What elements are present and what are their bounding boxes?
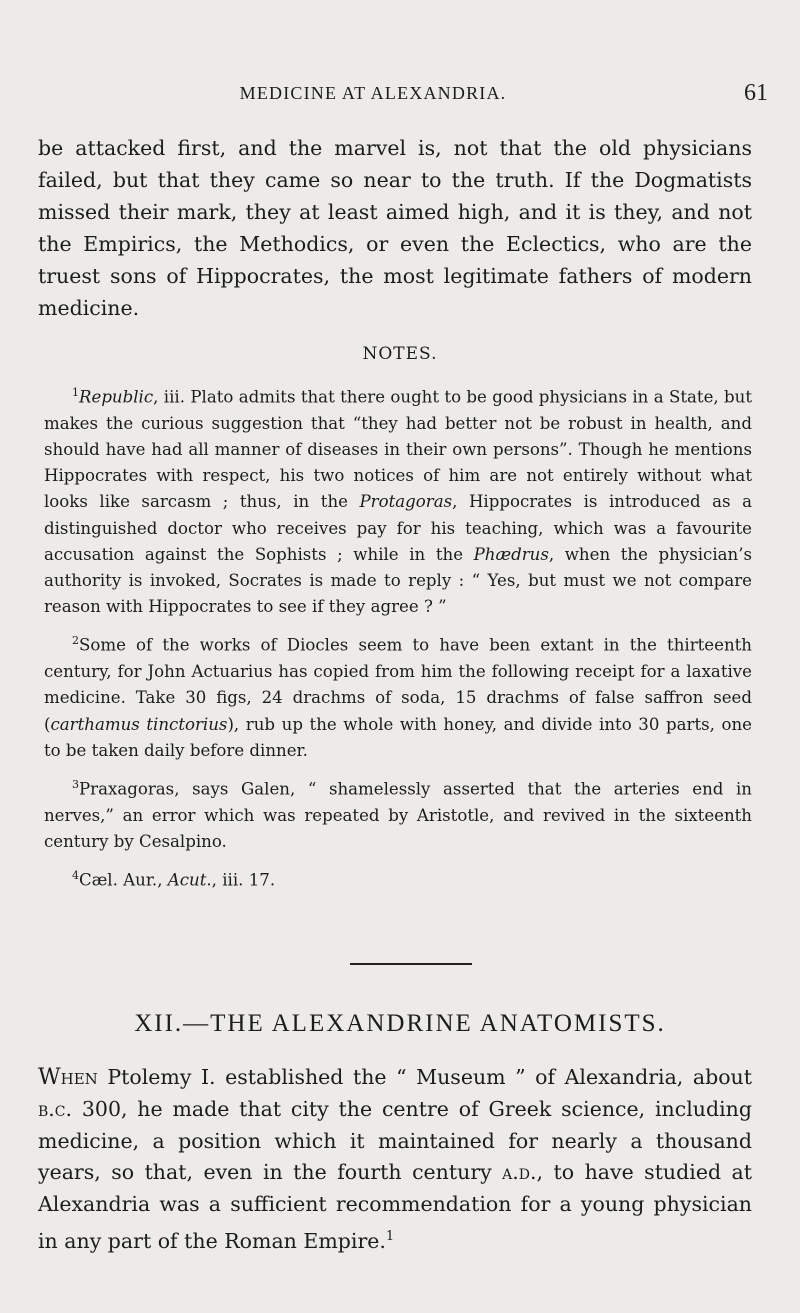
lead-word: When bbox=[38, 1065, 98, 1090]
note-text: Praxagoras, says Galen, “ shamelessly asserted that the arteries end in nerves,” an error which was repeated by Aristotle, and revived in the sixteenth century by Cesalpino. bbox=[44, 779, 752, 851]
chapter-opening-paragraph bbox=[38, 1062, 752, 1258]
paragraph-text: , to have studied at Alexandria was a sufficient recommendation for a young physician in any part of the Roman Empire. bbox=[38, 1160, 752, 1253]
note-marker: 3 bbox=[72, 777, 79, 791]
running-header bbox=[38, 80, 768, 110]
running-title: MEDICINE AT ALEXANDRIA. bbox=[239, 83, 507, 103]
note-2 bbox=[44, 628, 752, 764]
era-abbrev-ad: a.d. bbox=[502, 1160, 537, 1185]
paragraph-text: Ptolemy I. established the “ Museum ” of Alexandria, about bbox=[97, 1065, 752, 1089]
note-3 bbox=[44, 772, 752, 855]
note-text: , when the physician’s authority is invoked, Socrates is made to reply : “ Yes, but must we not compare reason with Hippocrates to see if they agree ? ” bbox=[44, 544, 752, 617]
note-italic: Acut bbox=[167, 870, 207, 890]
note-marker: 2 bbox=[72, 634, 79, 648]
closing-paragraph: be attacked first, and the marvel is, not that the old physicians failed, but that they came so near to the truth. If the Dogmatists missed their mark, they at least aimed high, and it is they, and not the Empirics, the Methodics, or even the Eclectics, who are the truest sons of Hippocrates, the most legitimate fathers of modern medicine. bbox=[38, 136, 752, 320]
notes-heading: NOTES. bbox=[362, 344, 438, 364]
note-italic: carthamus tinctorius bbox=[50, 714, 228, 734]
paragraph-text: 300, he made that city the centre of Greek science, including medicine, a position which it maintained for nearly a thousand years, so that, even in the fourth century bbox=[38, 1096, 752, 1185]
footnote-ref: 1 bbox=[385, 1228, 395, 1244]
chapter-title: XII.—THE ALEXANDRINE ANATOMISTS. bbox=[134, 1010, 666, 1037]
page-number: 61 bbox=[744, 80, 768, 106]
era-abbrev-bc: b.c. bbox=[38, 1096, 73, 1121]
section-divider bbox=[350, 963, 472, 965]
note-text: , Hippocrates is introduced as a distinguished doctor who receives pay for his teaching, which was a favourite accusation against the Sophists ; while in the bbox=[44, 492, 752, 564]
note-italic: Protagoras bbox=[359, 492, 453, 512]
note-text: Some of the works of Diocles seem to have been extant in the thirteenth century, for John Actuarius has copied from him the following receipt for a laxative medicine. Take 30 figs, 24 drachms of soda, 15 drachms of false saffron seed ( bbox=[44, 635, 752, 734]
note-text: Cæl. Aur., bbox=[79, 870, 168, 890]
note-text: , iii. Plato admits that there ought to be good physicians in a State, but makes the curious suggestion that “they had better not be robust in health, and should have had all manner of diseases in their own persons”. Though he mentions Hippocrates with respect, his two notices of him are not entirely without what looks like sarcasm ; thus, in the bbox=[44, 387, 752, 512]
note-marker: 4 bbox=[72, 869, 79, 883]
note-1 bbox=[44, 380, 752, 620]
notes-list bbox=[44, 380, 752, 902]
note-text: ), rub up the whole with honey, and divide into 30 parts, one to be taken daily before dinner. bbox=[44, 714, 753, 760]
note-marker: 1 bbox=[72, 386, 79, 399]
note-italic: Phædrus bbox=[473, 544, 549, 564]
note-4 bbox=[44, 863, 752, 894]
note-text: ., iii. 17. bbox=[206, 870, 276, 890]
note-italic: Republic bbox=[79, 387, 154, 407]
